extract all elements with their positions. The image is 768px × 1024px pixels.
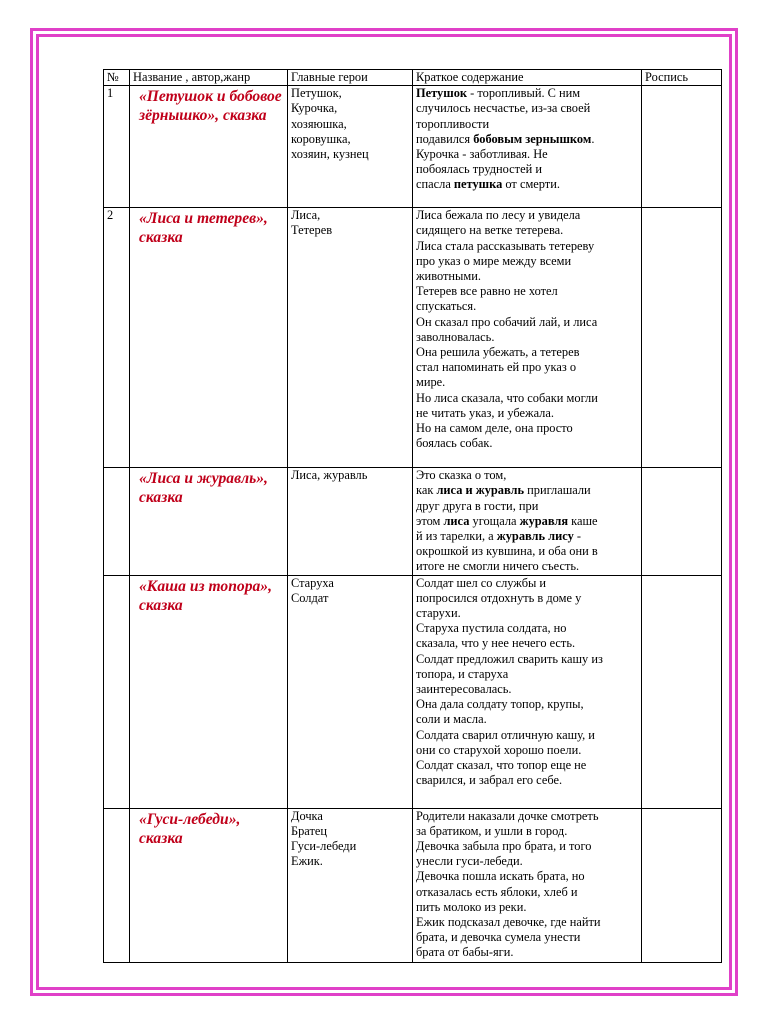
summary-text: этом: [416, 513, 444, 528]
summary-text: как: [416, 483, 437, 498]
summary-line: [416, 621, 638, 636]
summary-cell: [413, 575, 642, 808]
summary-text: стал напоминать ей про указ о: [416, 360, 577, 375]
summary-text: побоялась трудностей и: [416, 162, 542, 177]
summary-line: [416, 728, 638, 743]
hero-name: Гуси-лебеди: [291, 839, 357, 854]
summary-text: мире.: [416, 375, 446, 390]
summary-line: [416, 284, 638, 299]
hero-name: Солдат: [291, 590, 329, 605]
summary-text: Старуха пустила солдата, но: [416, 621, 567, 636]
signature-cell[interactable]: [642, 808, 722, 962]
row-number: [104, 808, 130, 962]
story-title-cell: [130, 468, 288, 575]
summary-text: боялась собак.: [416, 436, 493, 451]
summary-line: [416, 606, 638, 621]
summary-text: отказалась есть яблоки, хлеб и: [416, 884, 578, 899]
row-number: 2: [104, 208, 130, 468]
summary-line: [416, 854, 638, 869]
header-summary: Краткое содержание: [413, 70, 642, 86]
main-heroes-cell: [288, 468, 413, 575]
summary-text: брата, и девочка сумела унести: [416, 930, 581, 945]
summary-text: Тетерев все равно не хотел: [416, 284, 558, 299]
signature-cell[interactable]: [642, 208, 722, 468]
hero-name: Курочка,: [291, 101, 338, 116]
summary-text: попросился отдохнуть в доме у: [416, 590, 582, 605]
summary-line: [416, 743, 638, 758]
main-heroes-cell: [288, 808, 413, 962]
summary-line: [416, 223, 638, 238]
summary-line: [416, 208, 638, 223]
hero-name: Старуха: [291, 575, 334, 590]
summary-line: [416, 773, 638, 788]
story-title-cell: [130, 86, 288, 208]
summary-line: [416, 330, 638, 345]
summary-text: приглашали: [524, 483, 591, 498]
summary-line: [416, 839, 638, 854]
summary-line: [416, 117, 638, 132]
summary-line: [416, 391, 638, 406]
summary-line: [416, 930, 638, 945]
header-sign: Роспись: [642, 70, 722, 86]
summary-line: [416, 406, 638, 421]
summary-line: [416, 514, 638, 529]
summary-bold-text: лису: [548, 529, 574, 544]
table-row: [104, 575, 722, 808]
summary-text: окрошкой из кувшина, и оба они в: [416, 544, 598, 559]
summary-text: Она решила убежать, а тетерев: [416, 345, 580, 360]
summary-text: Но лиса сказала, что собаки могли: [416, 390, 598, 405]
summary-line: [416, 945, 638, 960]
summary-text: .: [591, 131, 595, 146]
summary-line: [416, 299, 638, 314]
hero-name: хозяюшка,: [291, 116, 347, 131]
main-heroes-cell: [288, 575, 413, 808]
summary-text: - торопливый. С ним: [467, 86, 581, 101]
summary-text: они со старухой хорошо поели.: [416, 742, 582, 757]
summary-bold-text: Петушок: [416, 86, 468, 101]
summary-line: [416, 636, 638, 651]
summary-text: подавился: [416, 131, 474, 146]
summary-line: [416, 915, 638, 930]
story-title: «Лиса и тетерев», сказка: [139, 210, 268, 247]
hero-name: коровушка,: [291, 131, 351, 146]
summary-text: сказала, что у нее нечего есть.: [416, 636, 576, 651]
summary-line: [416, 809, 638, 824]
summary-line: [416, 421, 638, 436]
summary-text: угощала: [469, 513, 520, 528]
summary-text: торопливости: [416, 116, 490, 131]
hero-name: Тетерев: [291, 223, 333, 238]
summary-cell: [413, 808, 642, 962]
summary-cell: [413, 208, 642, 468]
hero-name: Петушок,: [291, 86, 342, 101]
story-title: «Каша из топора», сказка: [139, 577, 272, 614]
story-title-cell: [130, 808, 288, 962]
hero-name: Лиса, журавль: [291, 468, 368, 483]
summary-line: [416, 529, 638, 544]
reading-log-table: [103, 69, 722, 963]
summary-line: [416, 591, 638, 606]
summary-text: каше: [568, 513, 598, 528]
summary-text: заволновалась.: [416, 329, 495, 344]
hero-name: хозяин, кузнец: [291, 147, 369, 162]
summary-line: [416, 239, 638, 254]
summary-text: заинтересовалась.: [416, 682, 512, 697]
summary-line: [416, 544, 638, 559]
hero-name: Ежик.: [291, 854, 323, 869]
summary-line: [416, 254, 638, 269]
summary-cell: [413, 86, 642, 208]
table-body: [104, 86, 722, 962]
row-number: [104, 575, 130, 808]
summary-text: топора, и старуха: [416, 666, 509, 681]
main-heroes-cell: [288, 208, 413, 468]
story-title: «Лиса и журавль», сказка: [139, 470, 268, 507]
summary-line: [416, 468, 638, 483]
summary-line: [416, 697, 638, 712]
summary-line: [416, 86, 638, 101]
summary-line: [416, 345, 638, 360]
signature-cell[interactable]: [642, 86, 722, 208]
summary-line: [416, 712, 638, 727]
summary-text: Лиса бежала по лесу и увидела: [416, 208, 581, 223]
table-row: [104, 808, 722, 962]
summary-text: соли и масла.: [416, 712, 487, 727]
hero-name: Лиса,: [291, 208, 321, 223]
table-row: [104, 468, 722, 575]
summary-line: [416, 132, 638, 147]
summary-line: [416, 652, 638, 667]
summary-text: пить молоко из реки.: [416, 899, 527, 914]
summary-text: Девочка забыла про брата, и того: [416, 839, 592, 854]
summary-text: Солдат шел со службы и: [416, 575, 547, 590]
main-heroes-cell: [288, 86, 413, 208]
summary-line: [416, 758, 638, 773]
summary-text: за братиком, и ушли в город.: [416, 823, 568, 838]
summary-text: Солдат сказал, что топор еще не: [416, 758, 587, 773]
summary-text: итоге не смогли ничего съесть.: [416, 559, 580, 574]
row-number: 1: [104, 86, 130, 208]
summary-text: Солдата сварил отличную кашу, и: [416, 727, 595, 742]
summary-line: [416, 682, 638, 697]
summary-bold-text: журавль: [496, 529, 546, 544]
table-row: [104, 208, 722, 468]
summary-text: -: [573, 529, 582, 544]
summary-line: [416, 101, 638, 116]
summary-line: [416, 162, 638, 177]
summary-text: от смерти.: [502, 177, 560, 192]
summary-text: Но на самом деле, она просто: [416, 421, 573, 436]
summary-bold-text: лиса: [443, 513, 470, 528]
summary-line: [416, 147, 638, 162]
summary-text: спасла: [416, 177, 454, 192]
summary-line: [416, 667, 638, 682]
table-header-row: [104, 70, 722, 86]
summary-line: [416, 483, 638, 498]
summary-line: [416, 269, 638, 284]
header-num: №: [104, 70, 130, 86]
summary-text: Ежик подсказал девочке, где найти: [416, 915, 601, 930]
summary-line: [416, 360, 638, 375]
summary-text: друг друга в гости, при: [416, 498, 539, 513]
summary-text: про указ о мире между всеми: [416, 253, 572, 268]
header-title: Название , автор,жанр: [130, 70, 288, 86]
summary-text: брата от бабы-яги.: [416, 945, 514, 960]
table-row: [104, 86, 722, 208]
summary-text: старухи.: [416, 606, 461, 621]
signature-cell[interactable]: [642, 468, 722, 575]
summary-text: не читать указ, и убежала.: [416, 405, 554, 420]
summary-text: Она дала солдату топор, крупы,: [416, 697, 584, 712]
summary-text: Родители наказали дочке смотреть: [416, 808, 599, 823]
summary-line: [416, 576, 638, 591]
summary-bold-text: лиса и журавль: [436, 483, 525, 498]
summary-line: [416, 375, 638, 390]
story-title: «Гуси-лебеди», сказка: [139, 810, 241, 847]
summary-bold-text: бобовым зернышком: [473, 131, 592, 146]
header-heroes: Главные герои: [288, 70, 413, 86]
summary-text: случилось несчастье, из-за своей: [416, 101, 591, 116]
summary-text: спускаться.: [416, 299, 477, 314]
summary-text: Девочка пошла искать брата, но: [416, 869, 585, 884]
summary-bold-text: петушка: [453, 177, 503, 192]
hero-name: Братец: [291, 823, 328, 838]
summary-text: животными.: [416, 269, 481, 284]
story-title-cell: [130, 208, 288, 468]
summary-line: [416, 900, 638, 915]
summary-line: [416, 436, 638, 451]
summary-line: [416, 499, 638, 514]
signature-cell[interactable]: [642, 575, 722, 808]
summary-text: унесли гуси-лебеди.: [416, 854, 523, 869]
summary-line: [416, 869, 638, 884]
summary-line: [416, 824, 638, 839]
summary-text: сидящего на ветке тетерева.: [416, 223, 564, 238]
summary-line: [416, 177, 638, 192]
summary-text: Он сказал про собачий лай, и лиса: [416, 314, 598, 329]
summary-text: Курочка - заботливая. Не: [416, 147, 548, 162]
summary-text: й из тарелки, а: [416, 529, 497, 544]
summary-line: [416, 559, 638, 574]
summary-cell: [413, 468, 642, 575]
summary-text: Солдат предложил сварить кашу из: [416, 651, 603, 666]
hero-name: Дочка: [291, 808, 323, 823]
story-title: «Петушок и бобовое зёрнышко», сказка: [139, 88, 282, 125]
summary-text: сварился, и забрал его себе.: [416, 773, 563, 788]
summary-text: Это сказка о том,: [416, 468, 507, 483]
summary-bold-text: журавля: [519, 513, 569, 528]
row-number: [104, 468, 130, 575]
summary-line: [416, 315, 638, 330]
summary-text: Лиса стала рассказывать тетереву: [416, 238, 595, 253]
summary-line: [416, 885, 638, 900]
story-title-cell: [130, 575, 288, 808]
